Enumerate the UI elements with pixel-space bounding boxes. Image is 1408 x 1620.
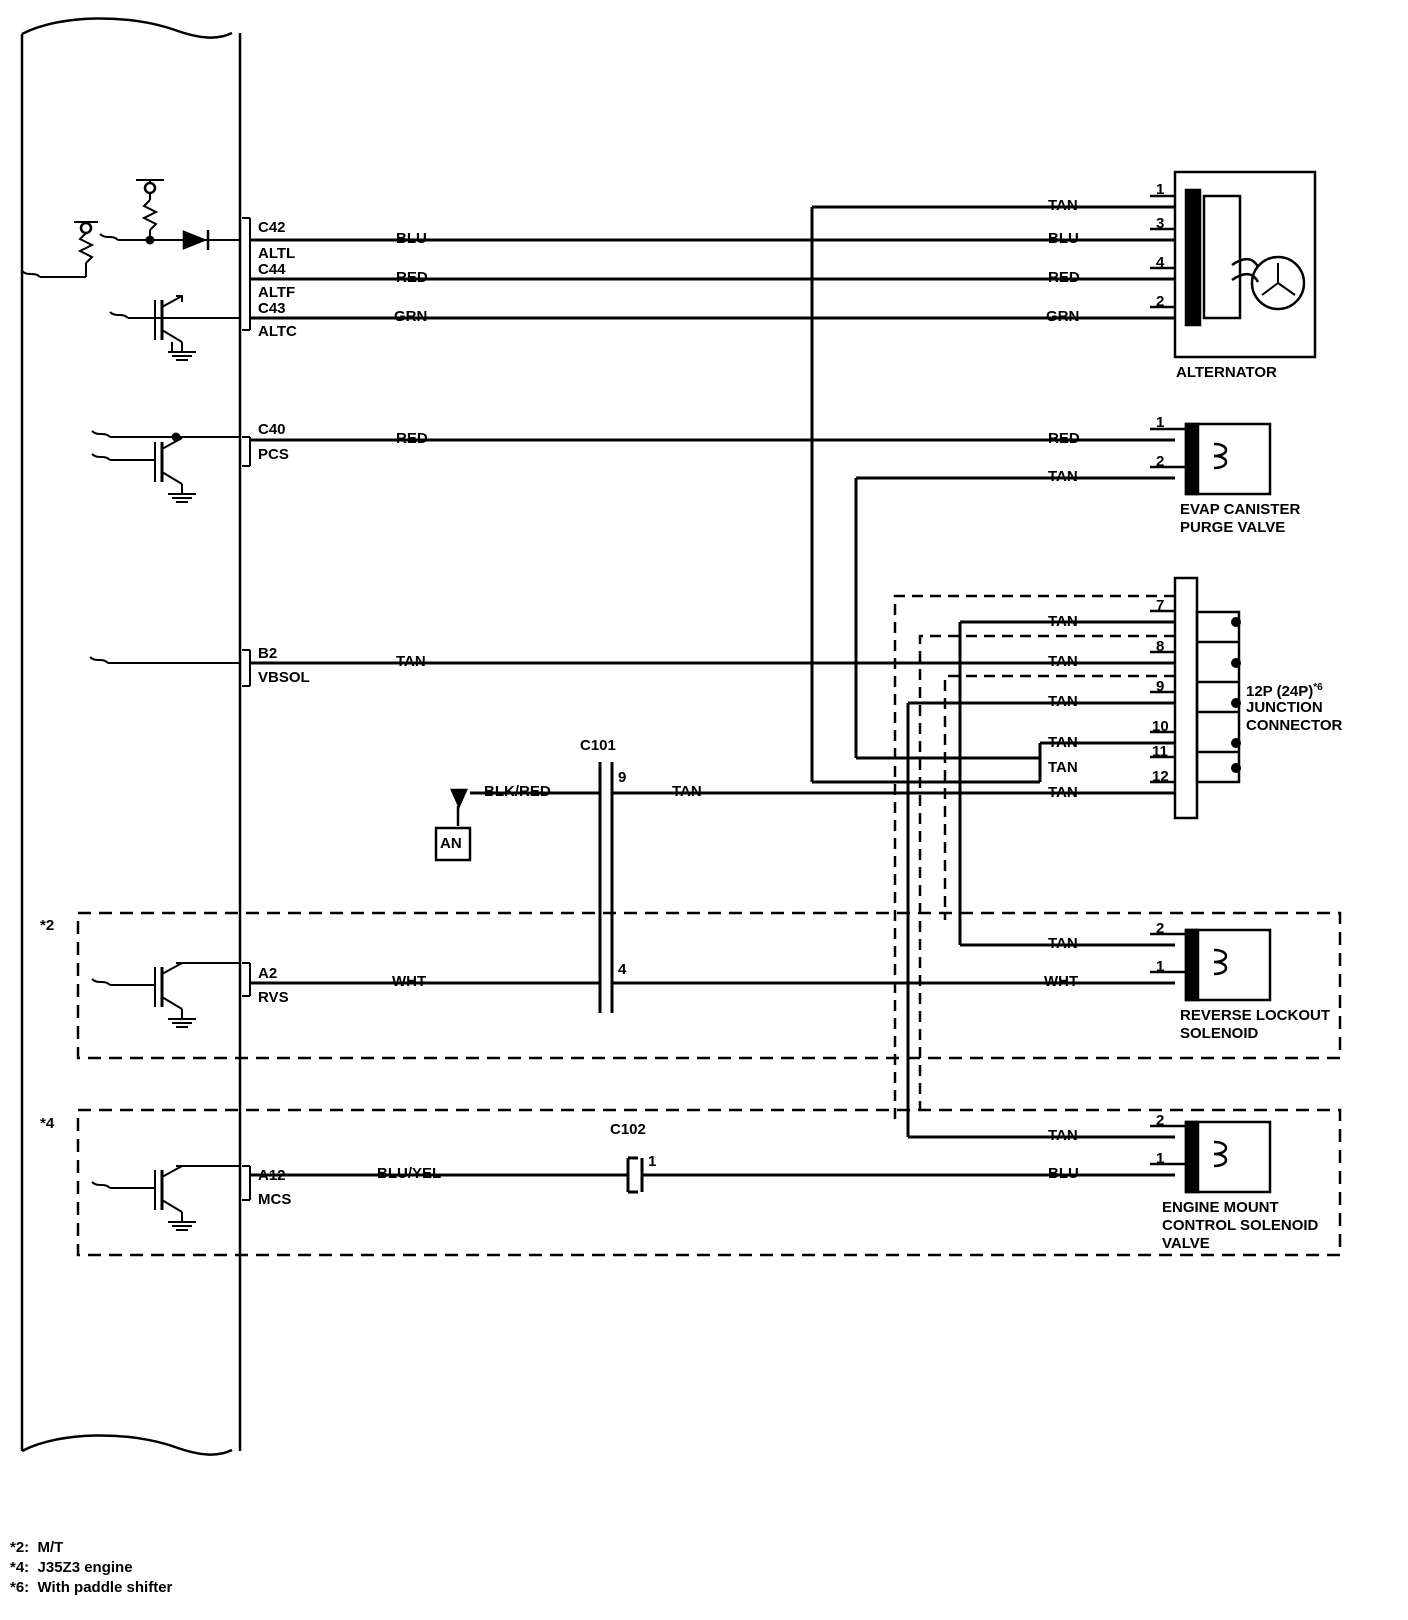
- wire-label-altf: RED: [396, 269, 428, 286]
- engine-mount-label-line2: CONTROL SOLENOID: [1162, 1217, 1319, 1234]
- connector-c102-pin-1: 1: [648, 1153, 657, 1170]
- reverse-lockout-pin-1: 1: [1156, 958, 1165, 975]
- evap-pin-1: 1: [1156, 414, 1165, 431]
- reverse-lockout-pin-2: 2: [1156, 920, 1165, 937]
- terminal-a12-name: MCS: [258, 1191, 292, 1208]
- ground-box-label: AN: [440, 835, 462, 852]
- alternator-wire-1: TAN: [1048, 197, 1078, 214]
- junction-wire-8: TAN: [1048, 653, 1078, 670]
- junction-pin-10: 10: [1152, 718, 1169, 735]
- wire-label-c101-tan: TAN: [672, 783, 702, 800]
- evap-pin-2: 2: [1156, 453, 1165, 470]
- wire-label-blk-red: BLK/RED: [484, 783, 551, 800]
- reverse-lockout-wire-1: WHT: [1044, 973, 1079, 990]
- connector-c102-id: C102: [610, 1121, 646, 1138]
- junction-pin-11: 11: [1152, 743, 1168, 760]
- reverse-lockout-wire-2: TAN: [1048, 935, 1078, 952]
- junction-pin-8: 8: [1156, 638, 1165, 655]
- evap-label-line2: PURGE VALVE: [1180, 519, 1286, 536]
- alternator-pin-3: 3: [1156, 215, 1165, 232]
- evap-label-line1: EVAP CANISTER: [1180, 501, 1301, 518]
- terminal-c44-id: C44: [258, 261, 286, 278]
- terminal-c43-name: ALTC: [258, 323, 297, 340]
- junction-pin-12: 12: [1152, 768, 1169, 785]
- evap-wire-1: RED: [1048, 430, 1080, 447]
- junction-pin-9: 9: [1156, 678, 1165, 695]
- region-note-4: *4: [40, 1115, 55, 1132]
- junction-pin-7: 7: [1156, 597, 1165, 614]
- engine-mount-label-line1: ENGINE MOUNT: [1162, 1199, 1279, 1216]
- terminal-c42-id: C42: [258, 219, 286, 236]
- connector-c101-id: C101: [580, 737, 616, 754]
- terminal-b2-id: B2: [258, 645, 278, 662]
- terminal-c43-id: C43: [258, 300, 286, 317]
- alternator-wire-2: GRN: [1046, 308, 1080, 325]
- engine-mount-wire-2: TAN: [1048, 1127, 1078, 1144]
- wire-label-altl: BLU: [396, 230, 427, 247]
- terminal-c40-id: C40: [258, 421, 286, 438]
- footnote-2: *4: J35Z3 engine: [10, 1559, 133, 1576]
- connector-c101-pin-4: 4: [618, 961, 627, 978]
- junction-wire-12: TAN: [1048, 784, 1078, 801]
- alternator-pin-4: 4: [1156, 254, 1165, 271]
- terminal-a2-name: RVS: [258, 989, 289, 1006]
- wire-label-vbsol: TAN: [396, 653, 426, 670]
- connector-c101-pin-9: 9: [618, 769, 627, 786]
- terminal-c44-name: ALTF: [258, 284, 296, 301]
- junction-wire-10: TAN: [1048, 734, 1078, 751]
- alternator-wire-4: RED: [1048, 269, 1080, 286]
- junction-label-line1: 12P $(24P)^{*6}$: [1246, 682, 1323, 700]
- junction-footnote-marker: *6: [1313, 682, 1323, 693]
- terminal-b2-name: VBSOL: [258, 669, 310, 686]
- junction-wire-7: TAN: [1048, 613, 1078, 630]
- junction-label-line3: CONNECTOR: [1246, 717, 1343, 734]
- wire-label-altc: GRN: [394, 308, 428, 325]
- engine-mount-pin-2: 2: [1156, 1112, 1165, 1129]
- footnote-1: *2: M/T: [10, 1539, 64, 1556]
- alternator-label: ALTERNATOR: [1176, 364, 1277, 381]
- reverse-lockout-label-line1: REVERSE LOCKOUT: [1180, 1007, 1331, 1024]
- wire-label-rvs: WHT: [392, 973, 427, 990]
- junction-wire-9: TAN: [1048, 693, 1078, 710]
- terminal-a2-id: A2: [258, 965, 278, 982]
- wire-label-pcs: RED: [396, 430, 428, 447]
- terminal-c40-name: PCS: [258, 446, 289, 463]
- wire-label-mcs: BLU/YEL: [377, 1165, 442, 1182]
- junction-wire-11: TAN: [1048, 759, 1078, 776]
- engine-mount-pin-1: 1: [1156, 1150, 1165, 1167]
- alternator-pin-1: 1: [1156, 181, 1165, 198]
- evap-wire-2: TAN: [1048, 468, 1078, 485]
- alternator-wire-3: BLU: [1048, 230, 1079, 247]
- engine-mount-wire-1: BLU: [1048, 1165, 1079, 1182]
- reverse-lockout-label-line2: SOLENOID: [1180, 1025, 1259, 1042]
- terminal-c42-name: ALTL: [258, 245, 296, 262]
- junction-label-line2: JUNCTION: [1246, 699, 1323, 716]
- footnote-3: *6: With paddle shifter: [10, 1579, 173, 1596]
- alternator-pin-2: 2: [1156, 293, 1165, 310]
- region-note-2: *2: [40, 917, 55, 934]
- engine-mount-label-line3: VALVE: [1162, 1235, 1210, 1252]
- terminal-a12-id: A12: [258, 1167, 286, 1184]
